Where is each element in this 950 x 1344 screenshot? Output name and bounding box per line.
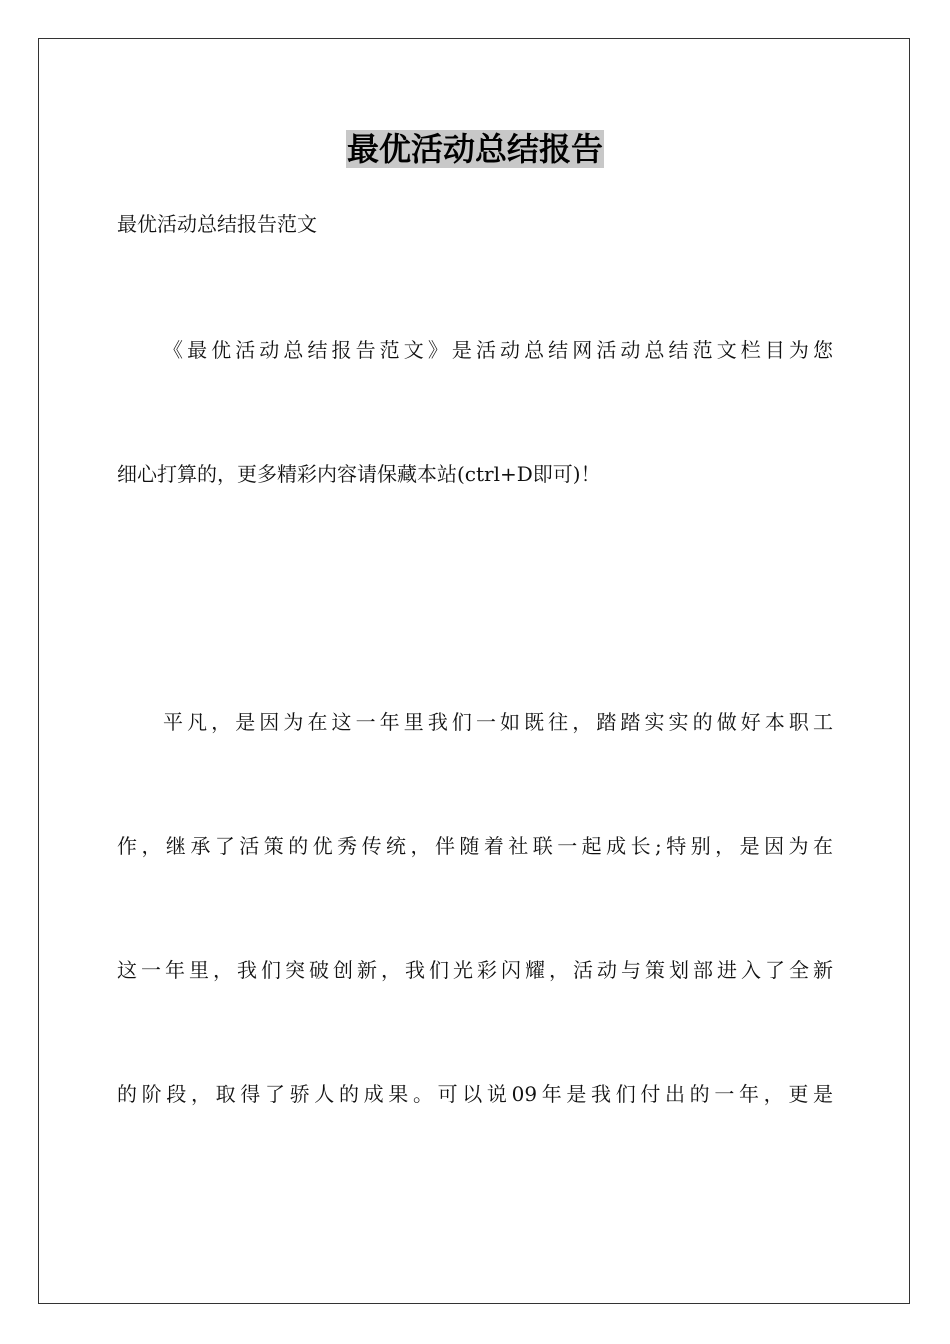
document-title-text: 最优活动总结报告 (346, 130, 603, 168)
document-subtitle: 最优活动总结报告范文 (117, 212, 317, 236)
paragraph-2-line-3: 这一年里，我们突破创新，我们光彩闪耀，活动与策划部进入了全新 (117, 958, 833, 982)
paragraph-2-line-4: 的阶段，取得了骄人的成果。可以说09年是我们付出的一年，更是 (117, 1082, 833, 1106)
paragraph-1-line-1: 《最优活动总结报告范文》是活动总结网活动总结范文栏目为您 (163, 338, 833, 362)
paragraph-2-line-2: 作，继承了活策的优秀传统，伴随着社联一起成长;特别，是因为在 (117, 834, 833, 858)
paragraph-1-line-2: 细心打算的，更多精彩内容请保藏本站(ctrl+D即可)！ (117, 462, 601, 486)
paragraph-2-line-1: 平凡，是因为在这一年里我们一如既往，踏踏实实的做好本职工 (163, 710, 833, 734)
document-title (0, 128, 950, 170)
